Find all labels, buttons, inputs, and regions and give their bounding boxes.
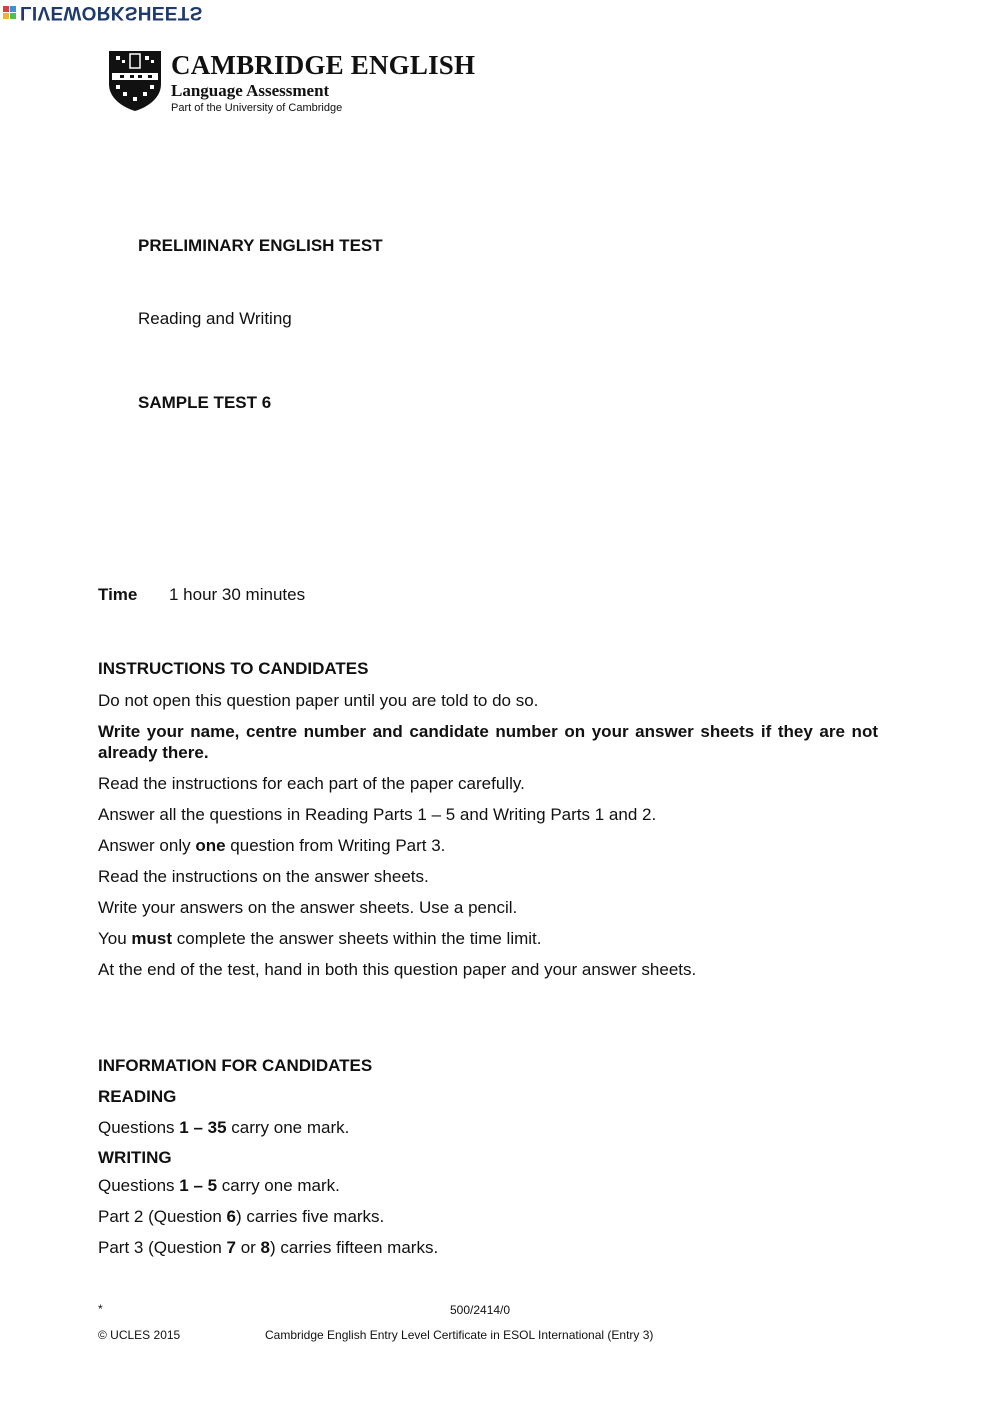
instruction-line: Do not open this question paper until you are told to do so. xyxy=(98,691,539,710)
writing-marks: Part 2 (Question 6) carries five marks. xyxy=(98,1207,385,1226)
instruction-line: You must complete the answer sheets within the time limit. xyxy=(98,929,542,948)
cambridge-shield-icon xyxy=(108,50,162,112)
time-value: 1 hour 30 minutes xyxy=(169,585,306,604)
paper-name: Reading and Writing xyxy=(138,309,292,328)
cambridge-logo xyxy=(108,50,475,114)
liveworksheets-watermark xyxy=(0,0,203,24)
watermark-text: LIVEWORKSHEETS xyxy=(20,2,203,23)
reading-heading: READING xyxy=(98,1087,177,1106)
logo-tagline: Part of the University of Cambridge xyxy=(171,102,343,114)
footer-certificate: Cambridge English Entry Level Certificate in ESOL International (Entry 3) xyxy=(265,1328,654,1342)
time-label: Time xyxy=(98,585,138,604)
instructions-heading: INSTRUCTIONS TO CANDIDATES xyxy=(98,659,369,678)
information-section xyxy=(98,1055,878,1258)
writing-heading: WRITING xyxy=(98,1148,172,1167)
writing-marks: Questions 1 – 5 carry one mark. xyxy=(98,1176,340,1195)
logo-subtitle: Language Assessment xyxy=(171,81,330,100)
instruction-line: Answer all the questions in Reading Parts 1 – 5 and Writing Parts 1 and 2. xyxy=(98,805,657,824)
test-title: PRELIMINARY ENGLISH TEST xyxy=(138,236,383,255)
information-heading: INFORMATION FOR CANDIDATES xyxy=(98,1056,373,1075)
reading-marks: Questions 1 – 35 carry one mark. xyxy=(98,1118,350,1137)
watermark-logo-icon xyxy=(3,6,16,19)
footer-code: 500/2414/0 xyxy=(450,1303,511,1317)
footer-copyright: © UCLES 2015 xyxy=(98,1328,181,1342)
instruction-line: Write your answers on the answer sheets. Use a pencil. xyxy=(98,898,518,917)
logo-title: CAMBRIDGE ENGLISH xyxy=(171,50,476,80)
footer-asterisk: * xyxy=(98,1302,103,1316)
instruction-line: Read the instructions on the answer sheets. xyxy=(98,867,429,886)
writing-marks: Part 3 (Question 7 or 8) carries fifteen marks. xyxy=(98,1238,439,1257)
instruction-line: Answer only one question from Writing Part 3. xyxy=(98,836,446,855)
instruction-line: Read the instructions for each part of the paper carefully. xyxy=(98,774,525,793)
instructions-section xyxy=(98,658,878,980)
instruction-line: At the end of the test, hand in both this question paper and your answer sheets. xyxy=(98,960,697,979)
sample-test-label: SAMPLE TEST 6 xyxy=(138,393,272,412)
instruction-line-bold: Write your name, centre number and candidate number on your answer sheets if they are not already there. xyxy=(98,722,878,762)
